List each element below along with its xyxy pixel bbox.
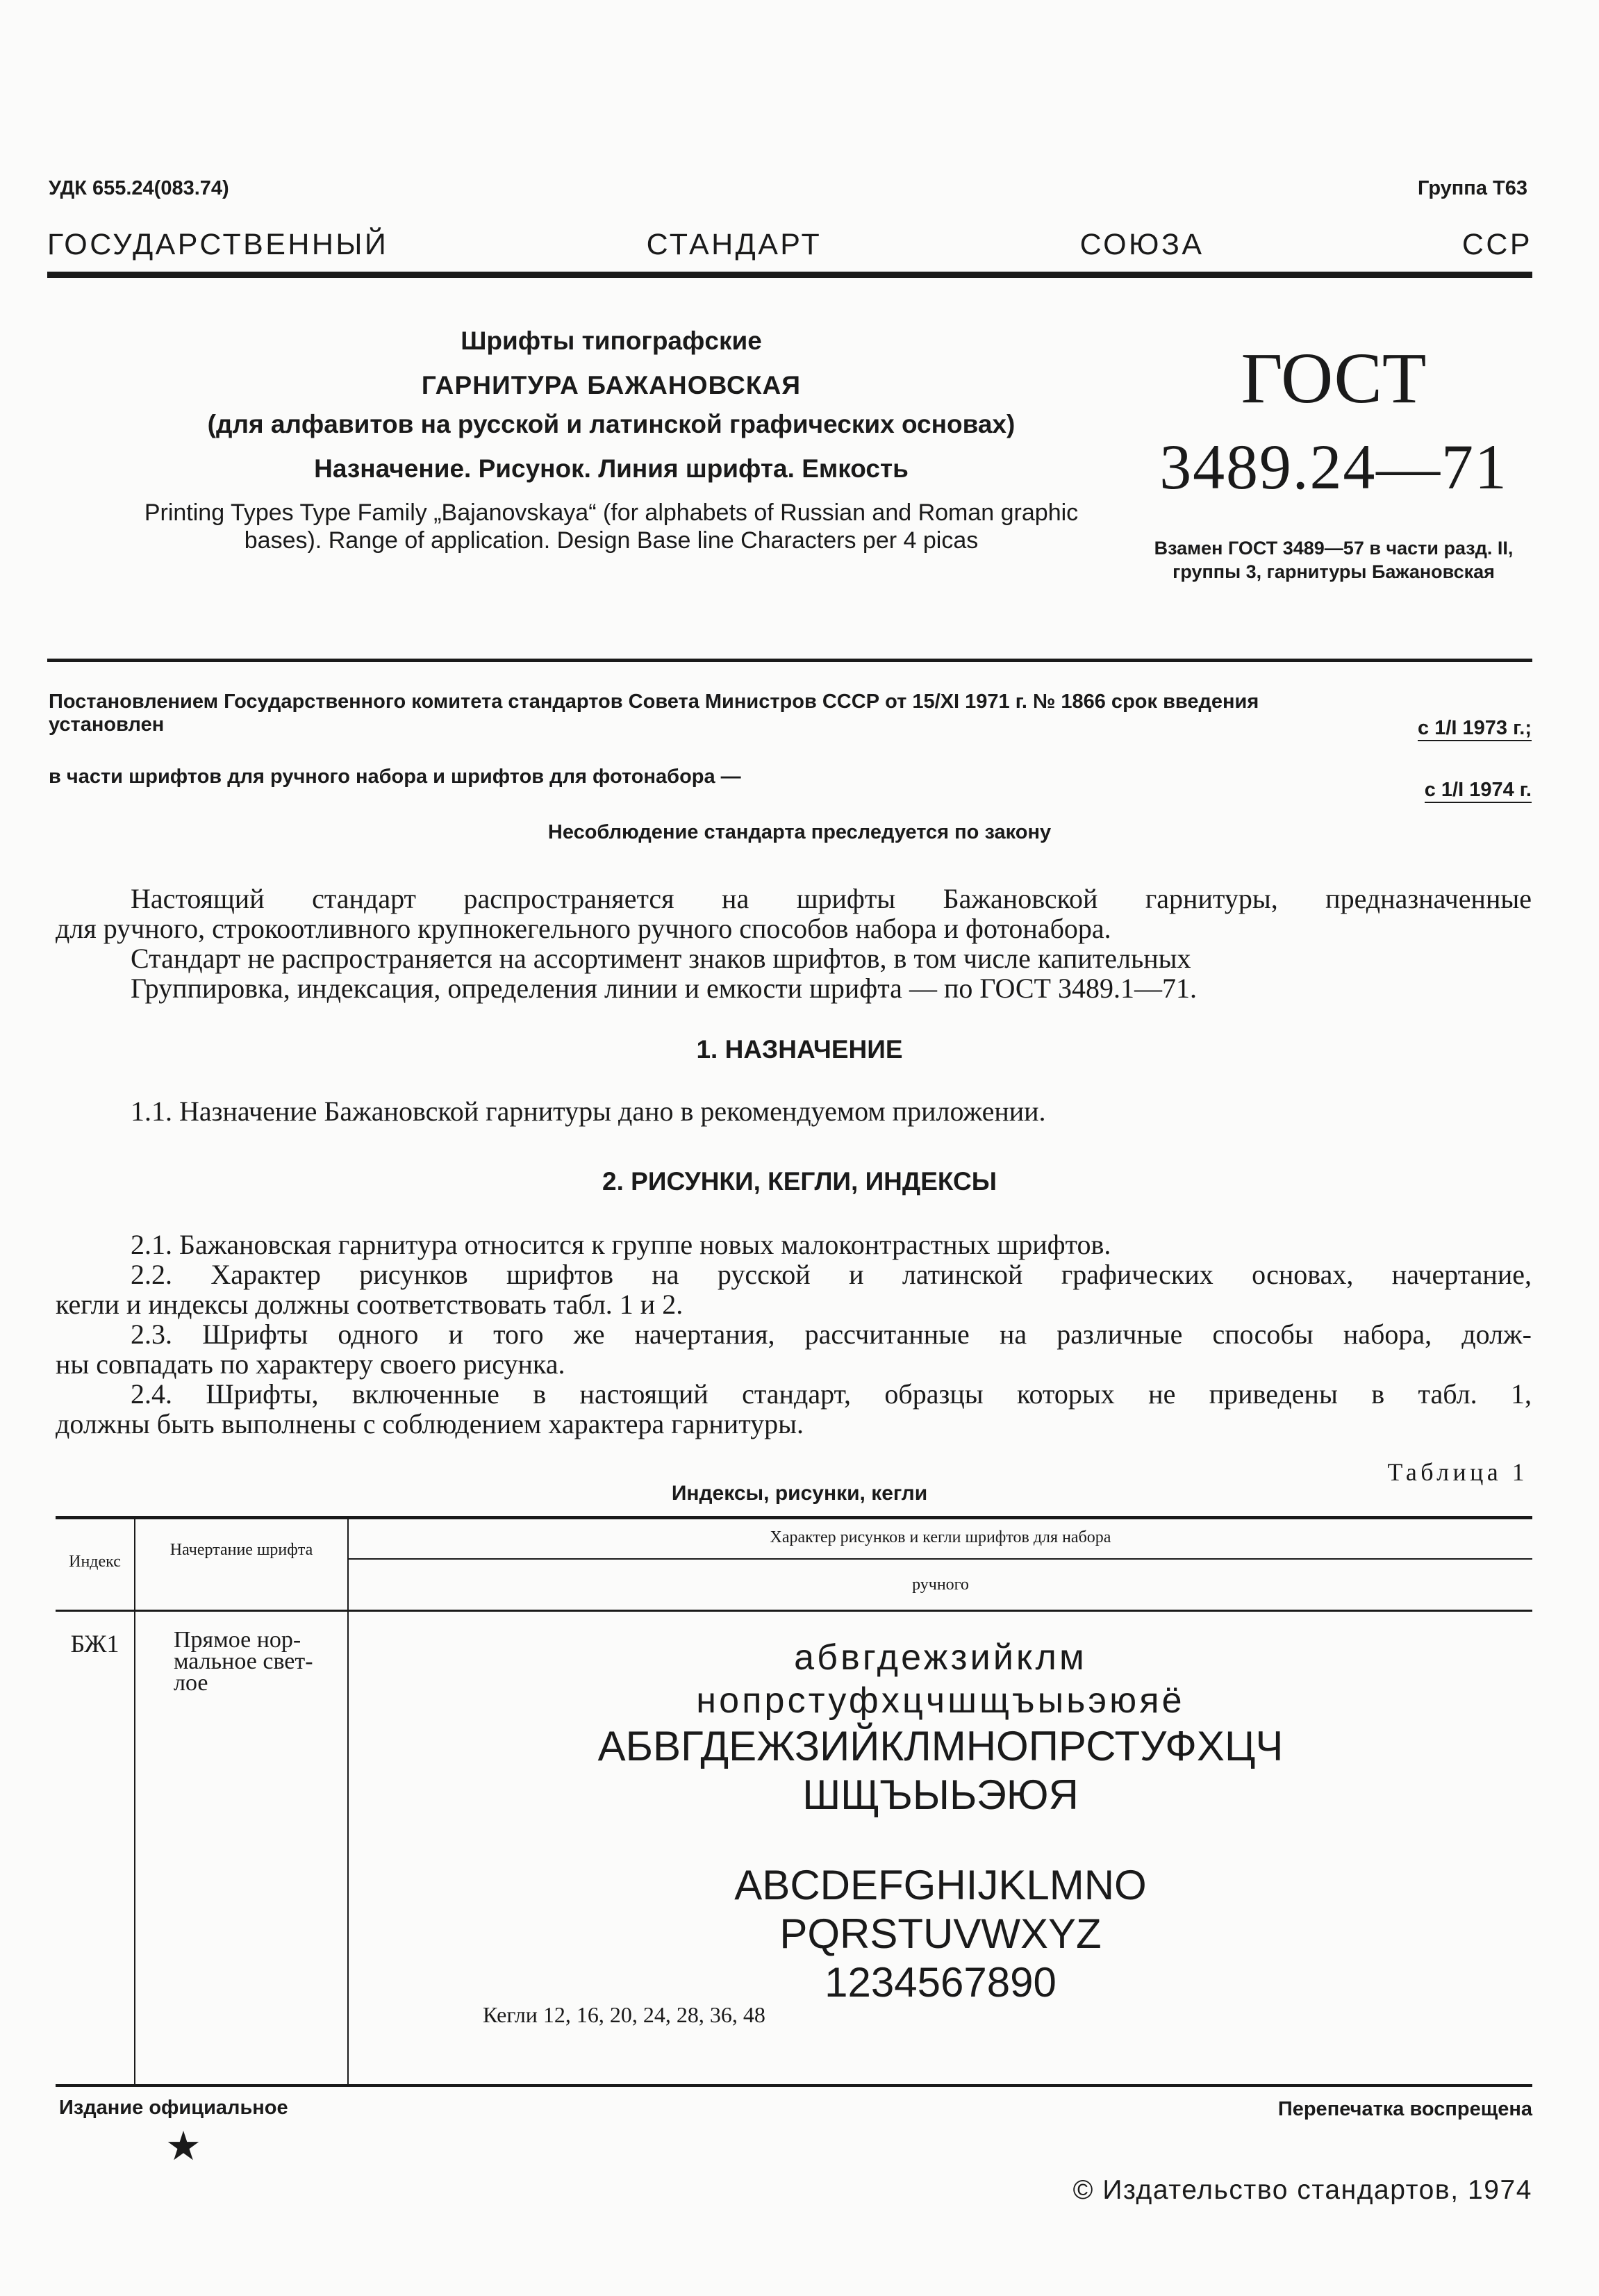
specimen-cyrillic-upper-2: ШЩЪЫЬЭЮЯ xyxy=(802,1771,1079,1818)
decree-line-2: установлен xyxy=(49,713,165,736)
intro-p1a: Настоящий стандарт распространяется на шрифты Бажановской гарнитуры, предназначенные xyxy=(131,883,1532,914)
table-caption: Таблица 1 xyxy=(1387,1458,1528,1486)
specimen-latin-2: PQRSTUVWXYZ xyxy=(779,1910,1102,1957)
specimen-digits: 1234567890 xyxy=(825,1959,1057,2006)
banner-word-union: СОЮЗА xyxy=(1079,228,1204,261)
group-code: Группа Т63 xyxy=(1418,177,1527,199)
table-header-index: Индекс xyxy=(69,1553,121,1571)
section-rule xyxy=(47,659,1532,662)
table-title: Индексы, рисунки, кегли xyxy=(671,1482,928,1505)
section-2-heading: 2. РИСУНКИ, КЕГЛИ, ИНДЕКСЫ xyxy=(602,1167,997,1196)
title-block xyxy=(139,327,1084,554)
specimen-cyrillic-lower-2: нопрстуфхцчшщъыьэюяё xyxy=(696,1680,1185,1721)
footer-rule xyxy=(56,2084,1532,2087)
specimen-cyrillic-upper-1: АБВГДЕЖЗИЙКЛМНОПРСТУФХЦЧ xyxy=(597,1723,1284,1769)
intro-p1b: для ручного, строкоотливного крупнокегельного ручного способов набора и фотонабора. xyxy=(56,913,1111,944)
section-1-heading: 1. НАЗНАЧЕНИЕ xyxy=(696,1035,903,1064)
table-header-character: Характер рисунков и кегли шрифтов для набора xyxy=(770,1528,1111,1546)
gost-number: 3489.24—71 xyxy=(1159,431,1508,502)
table-top-rule xyxy=(56,1516,1532,1519)
font-specimen xyxy=(349,1636,1532,2007)
decree-line-3: в части шрифтов для ручного набора и шрифтов для фотонабора — xyxy=(49,766,741,788)
banner-word-state: ГОСУДАРСТВЕННЫЙ xyxy=(47,228,389,261)
point-sizes: Кегли 12, 16, 20, 24, 28, 36, 48 xyxy=(483,2002,765,2027)
intro-p3: Группировка, индексация, определения линии и емкости шрифта — по ГОСТ 3489.1—71. xyxy=(131,973,1197,1004)
gost-block xyxy=(1139,340,1528,584)
decree-date-2: с 1/I 1974 г. xyxy=(1425,779,1532,803)
banner-word-standard: СТАНДАРТ xyxy=(646,228,822,261)
section-2-p4b: должны быть выполнены с соблюдением характера гарнитуры. xyxy=(56,1408,804,1439)
title-line-2: ГАРНИТУРА БАЖАНОВСКАЯ xyxy=(421,371,802,399)
official-edition: Издание официальное xyxy=(59,2097,288,2119)
title-line-1: Шрифты типографские xyxy=(461,327,762,355)
section-1-p1: 1.1. Назначение Бажановской гарнитуры дано в рекомендуемом приложении. xyxy=(131,1096,1046,1127)
legal-notice: Несоблюдение стандарта преследуется по закону xyxy=(547,821,1052,843)
specimen-latin-1: ABCDEFGHIJKLMNO xyxy=(734,1862,1147,1908)
table-cell-style: Прямое нор-мальное свет-лое xyxy=(174,1627,313,1696)
title-line-4: Назначение. Рисунок. Линия шрифта. Емкость xyxy=(314,454,909,483)
section-2-p1: 2.1. Бажановская гарнитура относится к группе новых малоконтрастных шрифтов. xyxy=(131,1229,1111,1260)
specimen-cyrillic-lower-1: абвгдежзийклм xyxy=(794,1637,1087,1678)
table-header-manual: ручного xyxy=(912,1576,969,1594)
specimen-gap xyxy=(349,1819,1532,1861)
section-2-p3b: ны совпадать по характеру своего рисунка. xyxy=(56,1348,565,1380)
table-cell-index: БЖ1 xyxy=(70,1630,119,1658)
udk-code: УДК 655.24(083.74) xyxy=(49,177,229,199)
replaces-note: Взамен ГОСТ 3489—57 в части разд. II, группы 3, гарнитуры Бажановская xyxy=(1154,538,1514,582)
table-header-bottom-rule xyxy=(56,1610,1532,1612)
section-2-p2b: кегли и индексы должны соответствовать табл. 1 и 2. xyxy=(56,1289,683,1320)
decree-date-1: с 1/I 1973 г.; xyxy=(1418,717,1532,741)
table-header-mid-rule xyxy=(349,1558,1532,1560)
state-standard-banner xyxy=(47,228,1532,262)
banner-word-ussr: ССР xyxy=(1461,228,1532,261)
decree-block xyxy=(49,691,1532,801)
table-header-style: Начертание шрифта xyxy=(169,1541,313,1559)
intro-p2: Стандарт не распространяется на ассортимент знаков шрифтов, в том числе капительных xyxy=(131,943,1191,974)
star-icon: ★ xyxy=(165,2124,201,2169)
section-2-p4a: 2.4. Шрифты, включенные в настоящий стандарт, образцы которых не приведены в табл. 1, xyxy=(131,1378,1532,1410)
decree-line-1: Постановлением Государственного комитета стандартов Совета Министров СССР от 15/XI 1971 г. № 1866 срок введения xyxy=(49,691,1259,713)
header-rule xyxy=(47,272,1532,278)
gost-word: ГОСТ xyxy=(1241,338,1427,418)
copyright: © Издательство стандартов, 1974 xyxy=(1072,2175,1532,2205)
title-line-3: (для алфавитов на русской и латинской графических основах) xyxy=(207,410,1016,438)
reprint-prohibited: Перепечатка воспрещена xyxy=(1277,2098,1532,2120)
section-2-p2a: 2.2. Характер рисунков шрифтов на русской и латинской графических основах, начертание, xyxy=(131,1259,1532,1290)
table-col-divider-1 xyxy=(134,1517,135,2084)
title-english: Printing Types Type Family „Bajanovskaya“ (for alphabets of Russian and Roman graphic bases). Range of application. Design Base line Characters per 4 picas xyxy=(144,499,1079,554)
section-2-p3a: 2.3. Шрифты одного и того же начертания, рассчитанные на различные способы набора, долж- xyxy=(131,1319,1532,1350)
